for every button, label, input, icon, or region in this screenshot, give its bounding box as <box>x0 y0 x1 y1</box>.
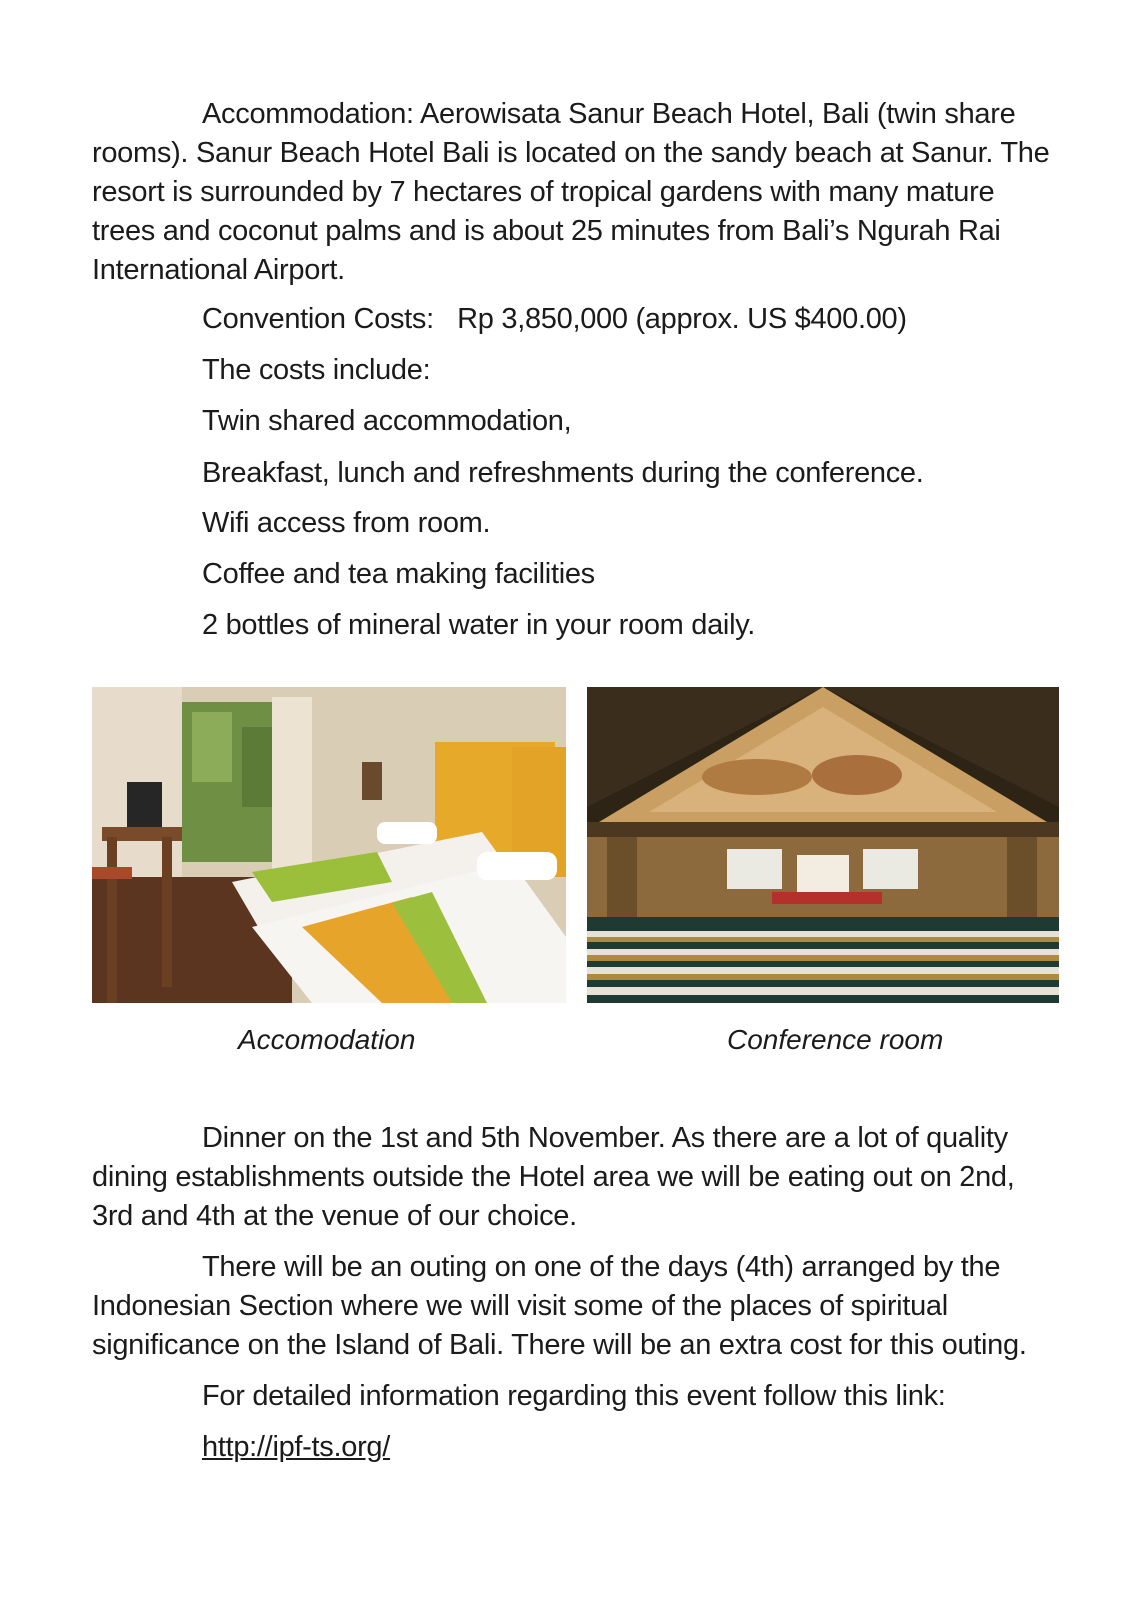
convention-costs-line <box>202 300 907 339</box>
cost-item-coffee-tea: Coffee and tea making facilities <box>202 558 595 590</box>
accommodation-paragraph: Accommodation: Aerowisata Sanur Beach Hotel, Bali (twin share rooms). Sanur Beach Hotel Bali is located on the sandy beach at Sanur. The resort is surrounded by 7 hectares of tropical gardens with many mature trees and coconut palms and is about 25 minutes from Bali’s Ngurah Rai International Airport. <box>92 98 1050 286</box>
cost-item-wifi: Wifi access from room. <box>202 507 491 539</box>
costs-intro: The costs include: <box>202 354 431 386</box>
cost-item-accommodation: Twin shared accommodation, <box>202 405 572 437</box>
accommodation-photo <box>92 687 566 1003</box>
conference-room-caption: Conference room <box>727 1024 944 1055</box>
conference-room-photo <box>587 687 1059 1003</box>
cost-item-mineral-water: 2 bottles of mineral water in your room daily. <box>202 609 756 641</box>
cost-item-meals: Breakfast, lunch and refreshments during the conference. <box>202 457 924 489</box>
outing-paragraph: There will be an outing on one of the days (4th) arranged by the Indonesian Section where we will visit some of the places of spiritual significance on the Island of Bali. There will be an extra cost for this outing. <box>92 1251 1027 1361</box>
accommodation-caption: Accomodation <box>238 1024 416 1055</box>
convention-costs-amount: Rp 3,850,000 (approx. US $400.00) <box>457 303 907 335</box>
dinner-paragraph: Dinner on the 1st and 5th November. As there are a lot of quality dining establishments outside the Hotel area we will be eating out on 2nd, 3rd and 4th at the venue of our choice. <box>92 1122 1015 1232</box>
event-link[interactable]: http://ipf-ts.org/ <box>202 1431 391 1463</box>
info-line: For detailed information regarding this event follow this link: <box>202 1380 946 1412</box>
convention-costs-label: Convention Costs: <box>202 303 434 335</box>
